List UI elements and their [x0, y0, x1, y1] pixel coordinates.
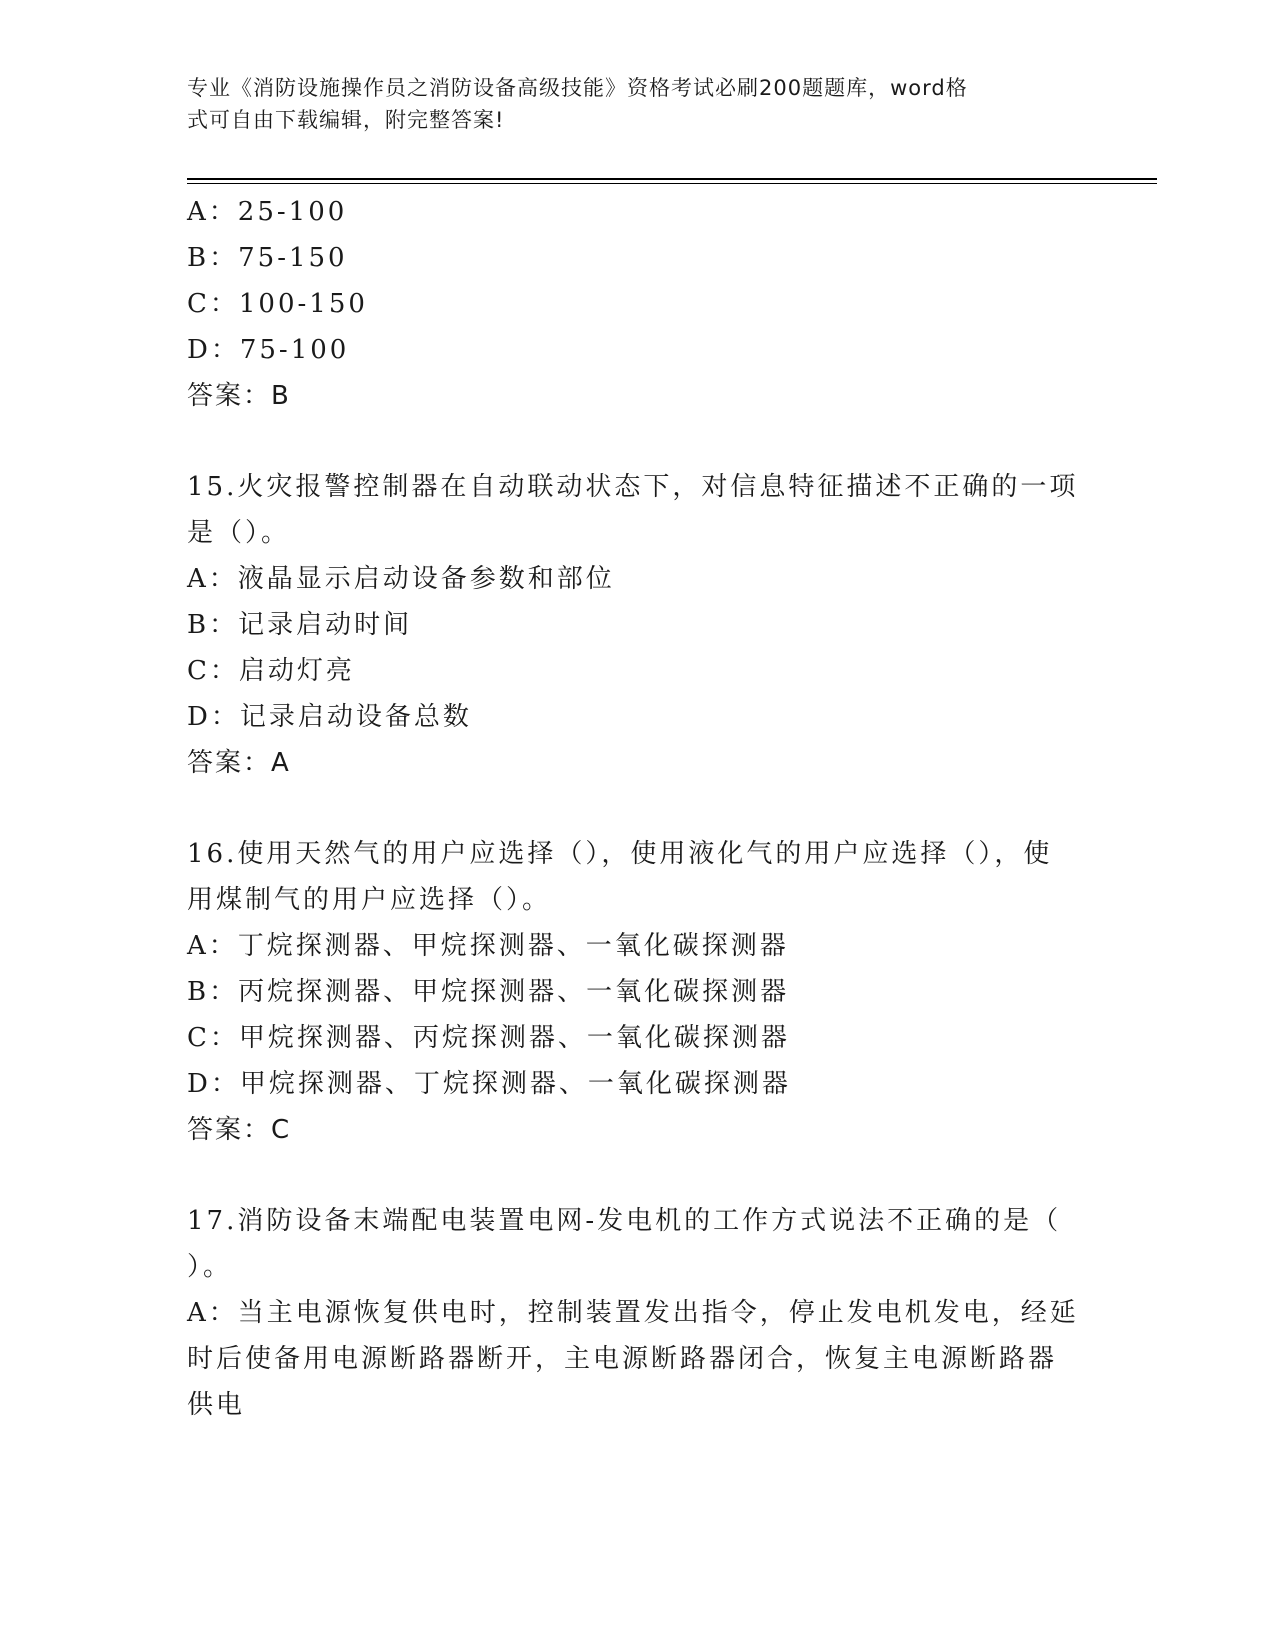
- option-a-line-2: 时后使备用电源断路器断开，主电源断路器闭合，恢复主电源断路器: [187, 1344, 1058, 1374]
- question-content: [187, 189, 1087, 1428]
- option-d: D：75-100: [187, 335, 350, 365]
- header-line-2: 式可自由下载编辑，附完整答案!: [187, 108, 505, 132]
- option-a-line-3: 供电: [187, 1390, 246, 1420]
- question-stem-line-1: 17.消防设备末端配电装置电网-发电机的工作方式说法不正确的是（: [187, 1206, 1062, 1236]
- question-15: [187, 464, 1087, 786]
- question-stem-line-2: ）。: [187, 1252, 233, 1282]
- option-a: A：25-100: [187, 197, 348, 227]
- answer: 答案：C: [187, 1115, 292, 1145]
- question-16: [187, 831, 1087, 1153]
- option-c: C：100-150: [187, 289, 368, 319]
- header-divider-thick: [187, 178, 1157, 180]
- question-stem-line-1: 15.火灾报警控制器在自动联动状态下，对信息特征描述不正确的一项: [187, 472, 1079, 502]
- option-a: A：丁烷探测器、甲烷探测器、一氧化碳探测器: [187, 931, 789, 961]
- option-a-line-1: A：当主电源恢复供电时，控制装置发出指令，停止发电机发电，经延: [187, 1298, 1079, 1328]
- header-divider-thin: [187, 183, 1157, 184]
- answer: 答案：B: [187, 381, 291, 411]
- question-stem-line-2: 用煤制气的用户应选择（）。: [187, 885, 552, 915]
- option-d: D：甲烷探测器、丁烷探测器、一氧化碳探测器: [187, 1069, 791, 1099]
- option-d: D：记录启动设备总数: [187, 702, 472, 732]
- option-c: C：甲烷探测器、丙烷探测器、一氧化碳探测器: [187, 1023, 790, 1053]
- document-header: [187, 72, 1077, 136]
- question-stem-line-1: 16.使用天然气的用户应选择（），使用液化气的用户应选择（），使: [187, 839, 1053, 869]
- option-b: B：丙烷探测器、甲烷探测器、一氧化碳探测器: [187, 977, 790, 1007]
- question-17: [187, 1198, 1087, 1428]
- option-b: B：75-150: [187, 243, 348, 273]
- option-c: C：启动灯亮: [187, 656, 355, 686]
- question-14: [187, 189, 1087, 419]
- answer: 答案：A: [187, 748, 291, 778]
- question-stem-line-2: 是（）。: [187, 518, 291, 548]
- option-b: B：记录启动时间: [187, 610, 413, 640]
- option-a: A：液晶显示启动设备参数和部位: [187, 564, 615, 594]
- header-line-1: 专业《消防设施操作员之消防设备高级技能》资格考试必刷200题题库，word格: [187, 76, 968, 100]
